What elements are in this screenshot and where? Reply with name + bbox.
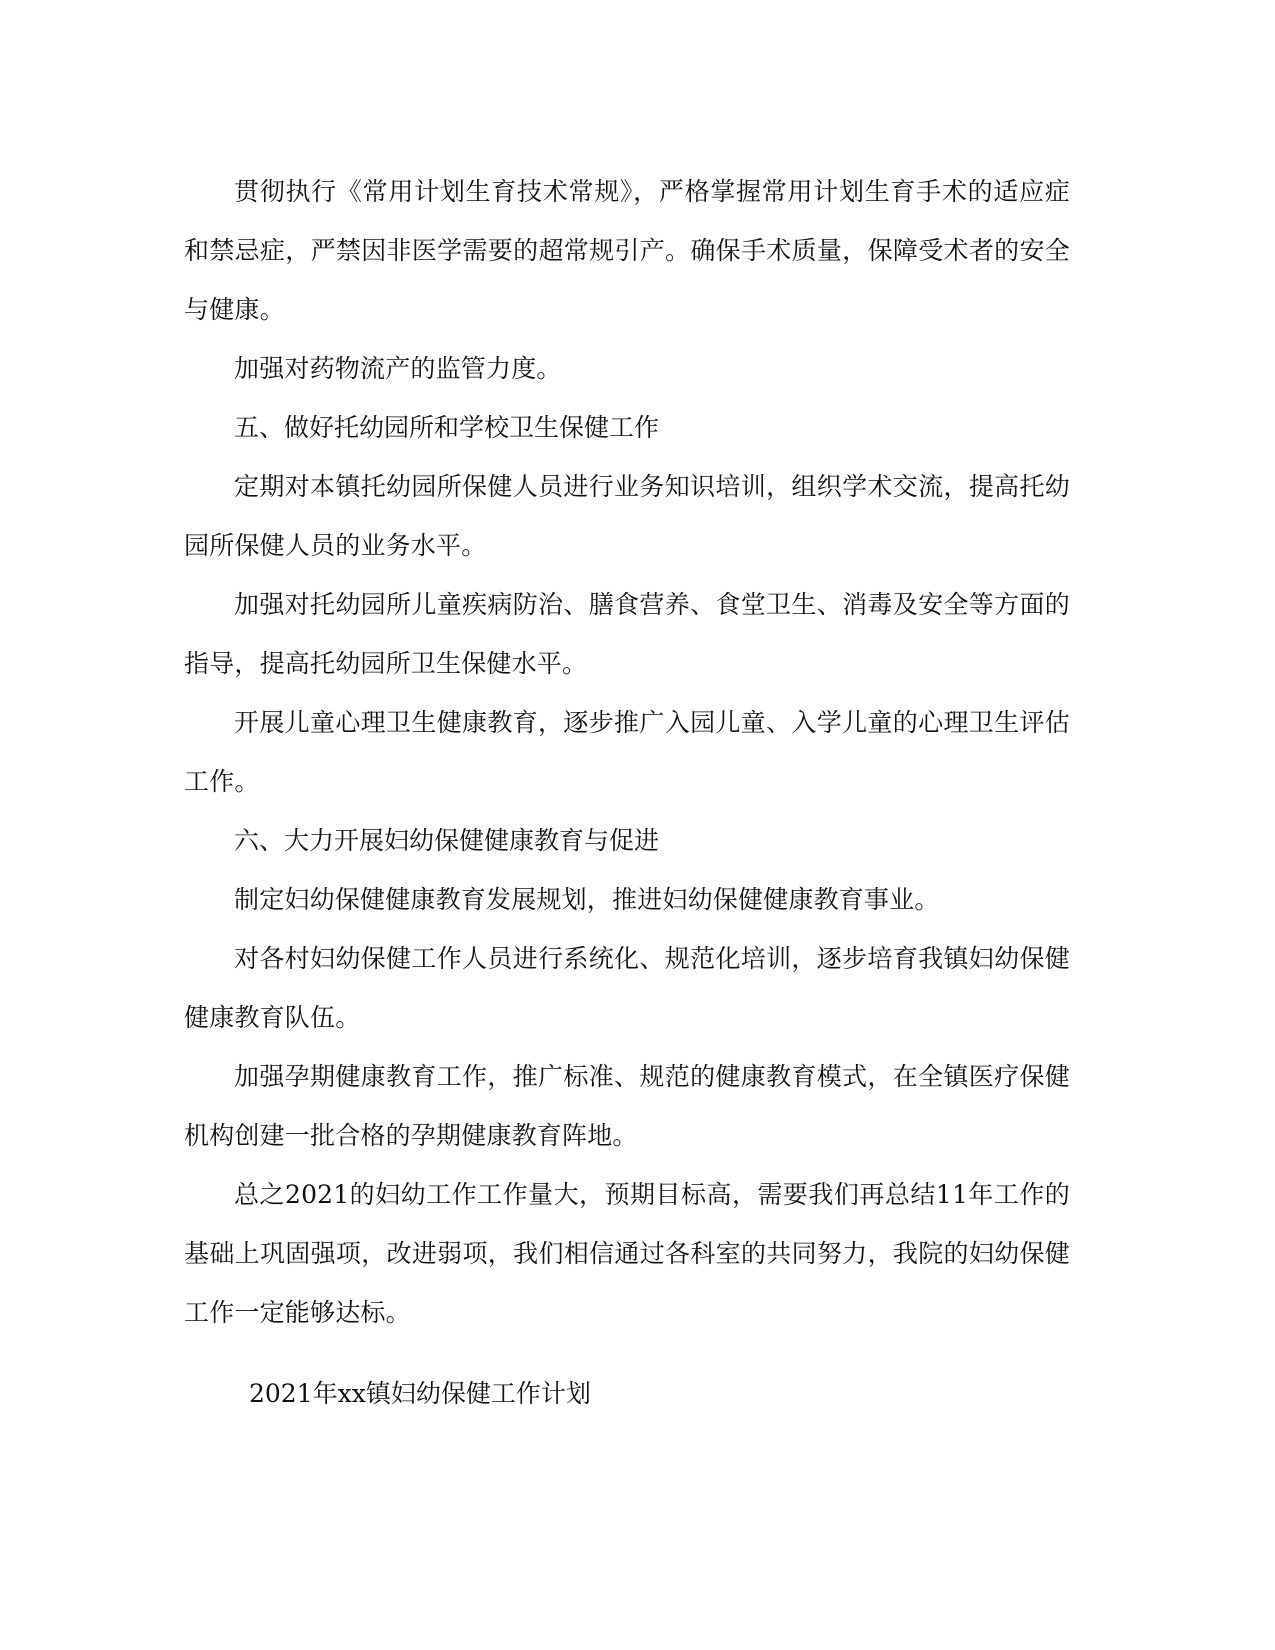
section-heading-five: 五、做好托幼园所和学校卫生保健工作 (234, 413, 660, 442)
paragraph-medication-abortion: 加强对药物流产的监管力度。 (234, 354, 562, 383)
paragraph-conclusion: 总之2021的妇幼工作工作量大，预期目标高，需要我们再总结11年工作的基础上巩固强项，改进弱项，我们相信通过各科室的共同努力，我院的妇幼保健工作一定能够达标。 (184, 1180, 1070, 1327)
paragraph-mental-health: 开展儿童心理卫生健康教育，逐步推广入园儿童、入学儿童的心理卫生评估工作。 (184, 708, 1070, 796)
paragraph-pregnancy-education: 加强孕期健康教育工作，推广标准、规范的健康教育模式，在全镇医疗保健机构创建一批合格的孕期健康教育阵地。 (184, 1062, 1070, 1150)
paragraph-village-training: 对各村妇幼保健工作人员进行系统化、规范化培训，逐步培育我镇妇幼保健健康教育队伍。 (184, 944, 1070, 1032)
closing-title: 2021年xx镇妇幼保健工作计划 (249, 1379, 591, 1408)
paragraph-education-plan: 制定妇幼保健健康教育发展规划，推进妇幼保健健康教育事业。 (234, 885, 940, 914)
paragraph-kindergarten-guidance: 加强对托幼园所儿童疾病防治、膳食营养、食堂卫生、消毒及安全等方面的指导，提高托幼园所卫生保健水平。 (184, 590, 1070, 678)
paragraph-staff-training: 定期对本镇托幼园所保健人员进行业务知识培训，组织学术交流，提高托幼园所保健人员的业务水平。 (184, 472, 1070, 560)
section-heading-six: 六、大力开展妇幼保健健康教育与促进 (234, 826, 660, 855)
paragraph-surgery-standards: 贯彻执行《常用计划生育技术常规》，严格掌握常用计划生育手术的适应症和禁忌症，严禁因非医学需要的超常规引产。确保手术质量，保障受术者的安全与健康。 (184, 177, 1070, 324)
document-body (184, 162, 1070, 1342)
